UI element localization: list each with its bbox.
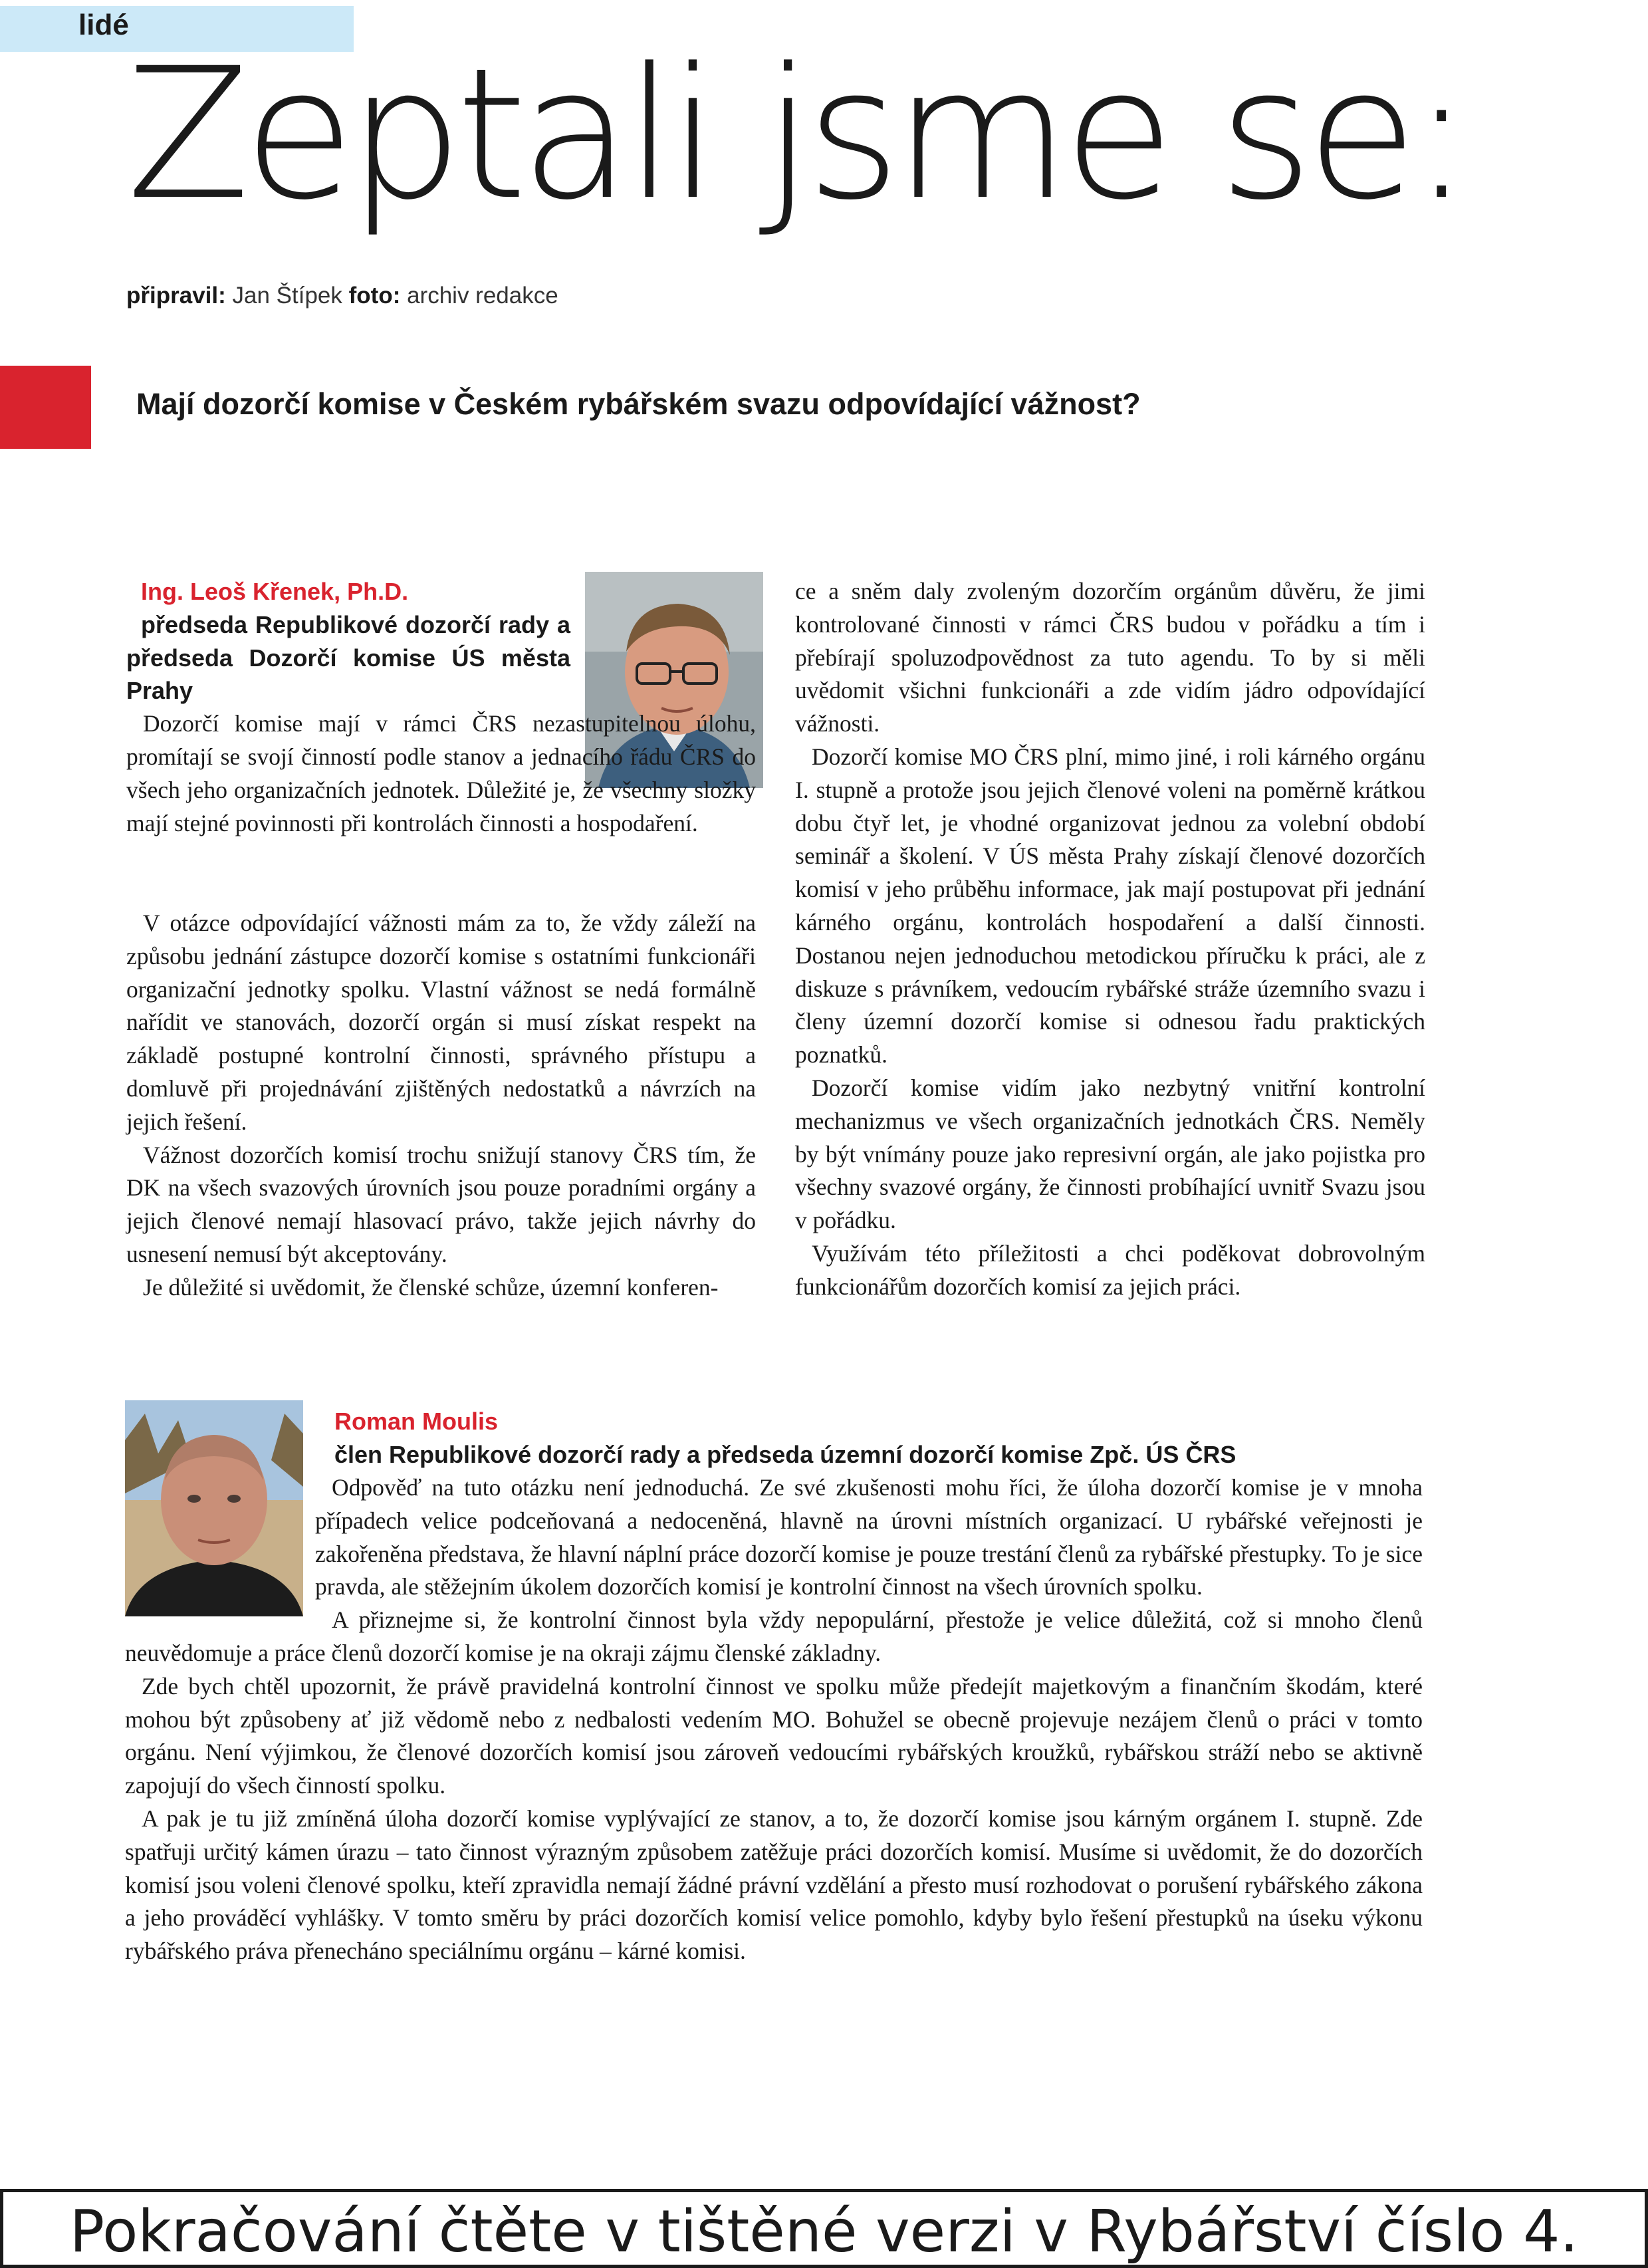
credits-photo-source: archiv redakce bbox=[407, 283, 558, 309]
page-title: Zeptali jsme se: bbox=[126, 30, 1466, 240]
interview1-paragraph: Vážnost dozorčích komisí trochu snižují stanovy ČRS tím, že DK na všech svazových úrovních jsou pouze poradními orgány a jejich členové nemají hlasovací právo, takže jejich návrhy do usnesení nemusí být akceptovány. bbox=[126, 1141, 756, 1267]
interview2-paragraph: A pak je tu již zmíněná úloha dozorčí komise vyplývající ze stanov, a to, že dozorčí komise jsou kárným orgánem I. stupně. Zde spatřuji určitý kámen úrazu – tato činnost výrazným způsobem zatěžuje práci dozorčích komisí. Musíme si uvědomit, že do dozorčích komisí jsou voleni členové spolku, kteří zpravidla nemají žádné právní vzdělání a přesto musí rozhodovat o porušení rybářského zákona a jeho prováděcí vyhlášky. V tomto směru by práci dozorčích komisí velice pomohlo, kdyby bylo řešení přestupků na úseku výkonu rybářského práva přenecháno speciálnímu orgánu – kárné komisi. bbox=[125, 1805, 1423, 1965]
interview1-paragraph: ce a sněm daly zvoleným dozorčím orgánům důvěru, že jimi kontrolované činnosti v rámci ČRS budou v pořádku a tím i přebírají spoluzodpovědnost za tuto agendu. To by si měli uvědomit všichni funkcionáři a zde vidím jádro odpovídající vážnosti. bbox=[795, 578, 1425, 737]
question-heading: Mají dozorčí komise v Českém rybářském svazu odpovídající vážnost? bbox=[136, 387, 1141, 421]
interview2-paragraph: Zde bych chtěl upozornit, že právě pravidelná kontrolní činnost ve spolku může předejít majetkovým a finančním škodám, které mohou být způsobeny ať již vědomě nebo z nedbalosti vedením MO. Bohužel se obecně projevuje nezájem členů o práci v tomto orgánu. Není výjimkou, že členové dozorčích komisí jsou zároveň vedoucími rybářských kroužků, rybářskou stráží nebo se aktivně zapojují do všech činností spolku. bbox=[125, 1672, 1423, 1799]
interview1-paragraph: Dozorčí komise vidím jako nezbytný vnitřní kontrolní mechanizmus ve všech organizačních jednotkách ČRS. Neměly by být vnímány pouze jako represivní orgán, ale jako pojistka pro všechny svazové orgány, že činnosti probíhající uvnitř Svazu jsou v pořádku. bbox=[795, 1074, 1425, 1234]
credits-photo-label: foto: bbox=[348, 283, 401, 309]
continuation-banner bbox=[0, 2189, 1648, 2268]
accent-red-block bbox=[0, 366, 91, 449]
interview2-paragraph: A přiznejme si, že kontrolní činnost byla vždy nepopulární, přestože je velice důležitá, což si mnoho členů neuvědomuje a práce členů dozorčí komise je na okraji zájmu členské základny. bbox=[125, 1606, 1423, 1666]
credits-prepared-label: připravil: bbox=[126, 283, 226, 309]
interview1-column-2 bbox=[795, 575, 1425, 1304]
interview2-paragraph: Odpověď na tuto otázku není jednoduchá. Ze své zkušenosti mohu říci, že úloha dozorčí komise je v mnoha případech velice podceňovaná a nedoceněná, hlavně na úrovni místních organizací. U rybářské veřejnosti je zakořeněna představa, že hlavní náplní práce dozorčí komise je pouze trestání členů za rybářské přestupky. To je sice pravda, ale stěžejním úkolem dozorčích komisí je kontrolní činnost na všech úrovních spolku. bbox=[315, 1474, 1423, 1600]
credits-line bbox=[126, 283, 558, 309]
interview1-paragraph: V otázce odpovídající vážnosti mám za to, že vždy záleží na způsobu jednání zástupce dozorčí komise s ostatními funkcionáři organizační jednotky spolku. Vlastní vážnost se nedá formálně nařídit ve stanovách, dozorčí orgán si musí získat respekt na základě postupné kontrolní činnosti, správného přístupu a domluvě při projednávání zjištěných nedostatků a návrzích na jejich řešení. bbox=[126, 910, 756, 1135]
interviewee-name: Ing. Leoš Křenek, Ph.D. bbox=[141, 578, 409, 605]
interview1-paragraph: Dozorčí komise mají v rámci ČRS nezastupitelnou úlohu, promítají se svojí činností podle stanov a jednacího řádu ČRS do všech jeho organizačních jednotek. Důležité je, že všechny složky mají stejné povinnosti při kontrolách činnosti a hospodaření. bbox=[126, 710, 756, 836]
interviewee-role: člen Republikové dozorčí rady a předseda územní dozorčí komise Zpč. ÚS ČRS bbox=[334, 1440, 1236, 1468]
interview1-column-1 bbox=[126, 575, 756, 840]
continuation-text: Pokračování čtěte v tištěné verzi v Rybářství číslo 4. bbox=[69, 2198, 1579, 2265]
interview2-text-wrap bbox=[125, 1471, 1423, 1968]
interview1-column-1-cont bbox=[126, 907, 756, 1305]
interview1-paragraph: Využívám této příležitosti a chci poděkovat dobrovolným funkcionářům dozorčích komisí za jejich práci. bbox=[795, 1239, 1425, 1300]
interview2-block bbox=[125, 1405, 1423, 1471]
section-label: lidé bbox=[78, 9, 129, 41]
interview1-paragraph: Je důležité si uvědomit, že členské schůze, územní konferen- bbox=[143, 1273, 719, 1301]
interviewee-role: předseda Republikové dozorčí rady a předseda Dozorčí komise ÚS města Prahy bbox=[126, 610, 570, 705]
interview1-paragraph: Dozorčí komise MO ČRS plní, mimo jiné, i roli kárného orgánu I. stupně a protože jsou jejich členové voleni na poměrně krátkou dobu čtyř let, je vhodné organizovat jednou za volební období seminář a školení. V ÚS města Prahy získají členové dozorčích komisí v jeho průběhu informace, jak mají postupovat při jednání kárného orgánu, kontrolách hospodaření a další činnosti. Dostanou nejen jednoduchou metodickou příručku k práci, ale z diskuze s právníkem, vedoucím rybářské stráže územního svazu i členy územní dozorčí komise si odnesou řadu praktických poznatků. bbox=[795, 743, 1425, 1069]
credits-prepared-name: Jan Štípek bbox=[232, 283, 342, 309]
interviewee-name: Roman Moulis bbox=[334, 1408, 499, 1435]
